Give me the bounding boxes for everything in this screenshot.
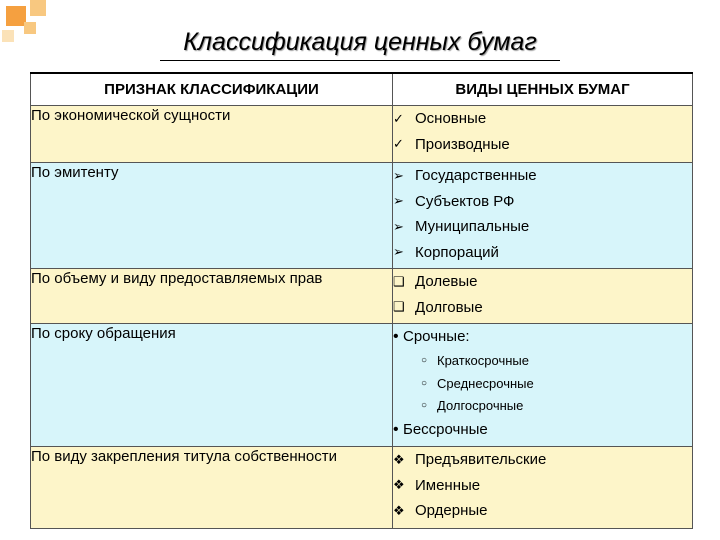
title-underline	[160, 60, 560, 61]
table-row	[31, 163, 693, 269]
sub-list-item: ○ Долгосрочные	[421, 398, 524, 414]
types-cell	[393, 163, 693, 269]
list-item: ❑ Долевые	[393, 273, 478, 291]
list-item: • Срочные:	[393, 327, 470, 346]
criterion-cell: По объему и виду предоставляемых прав	[31, 269, 393, 324]
list-item: ➢ Государственные	[393, 167, 537, 185]
bullet-icon: •	[393, 327, 399, 345]
sub-list-item: ○ Среднесрочные	[421, 375, 534, 391]
list-item: ✓ Основные	[393, 110, 487, 128]
arrowhead-icon: ➢	[393, 193, 404, 209]
types-cell	[393, 447, 693, 529]
circle-icon: ○	[421, 400, 428, 412]
criterion-cell: По экономической сущности	[31, 106, 393, 163]
arrowhead-icon: ➢	[393, 244, 404, 260]
list-item: ❑ Долговые	[393, 298, 483, 316]
types-cell	[393, 106, 693, 163]
table-row	[31, 269, 693, 324]
bullet-icon: •	[393, 420, 399, 438]
circle-icon: ○	[421, 377, 428, 389]
diamond-icon: ❖	[393, 451, 405, 467]
check-icon: ✓	[393, 110, 404, 126]
arrowhead-icon: ➢	[393, 167, 404, 183]
sub-list-item: ○ Краткосрочные	[421, 353, 529, 369]
diamond-icon: ❖	[393, 477, 405, 493]
table-row	[31, 447, 693, 529]
criterion-cell: По виду закрепления титула собственности	[31, 447, 393, 529]
page-title: Классификация ценных бумаг	[183, 28, 537, 56]
list-item: ➢ Субъектов РФ	[393, 192, 515, 210]
header-criterion: ПРИЗНАК КЛАССИФИКАЦИИ	[31, 73, 393, 106]
criterion-cell: По эмитенту	[31, 163, 393, 269]
list-item: ❖ Ордерные	[393, 502, 488, 520]
types-cell	[393, 324, 693, 447]
header-types: ВИДЫ ЦЕННЫХ БУМАГ	[393, 73, 693, 106]
arrowhead-icon: ➢	[393, 218, 404, 234]
list-item: ➢ Корпораций	[393, 243, 499, 261]
list-item: ✓ Производные	[393, 135, 510, 153]
diamond-icon: ❖	[393, 502, 405, 518]
square-icon: ❑	[393, 273, 405, 289]
decor-square-1	[6, 6, 26, 26]
decor-square-2	[30, 0, 46, 16]
classification-table	[30, 72, 693, 529]
list-item: ❖ Именные	[393, 476, 481, 494]
square-icon: ❑	[393, 299, 405, 315]
circle-icon: ○	[421, 355, 428, 367]
check-icon: ✓	[393, 136, 404, 152]
criterion-cell: По сроку обращения	[31, 324, 393, 447]
table-row	[31, 106, 693, 163]
list-item: ➢ Муниципальные	[393, 218, 530, 236]
header-row	[31, 73, 693, 106]
list-item: ❖ Предъявительские	[393, 451, 547, 469]
list-item: • Бессрочные	[393, 420, 488, 439]
table-row	[31, 324, 693, 447]
types-cell	[393, 269, 693, 324]
